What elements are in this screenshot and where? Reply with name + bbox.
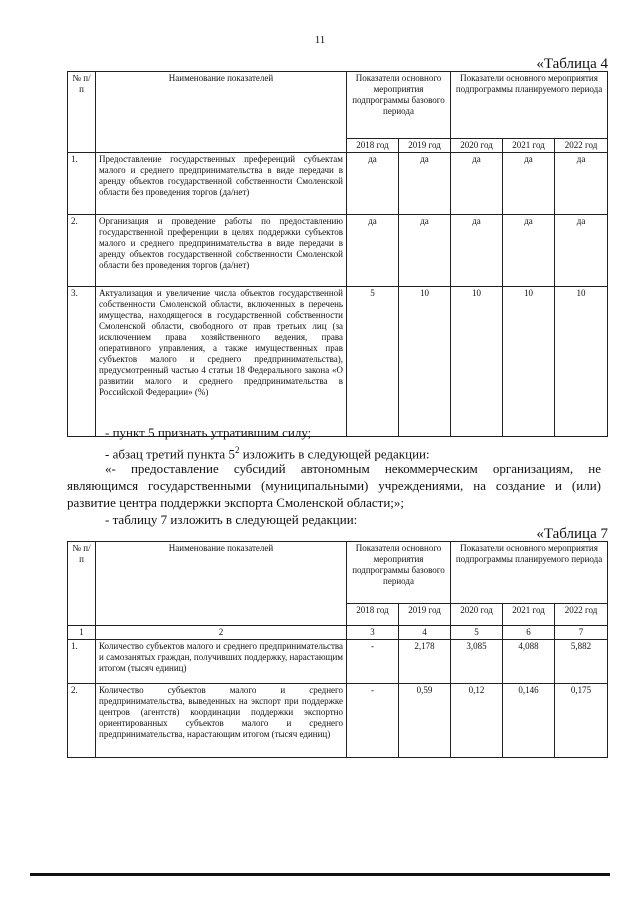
row-value: 10 bbox=[451, 286, 503, 436]
row-name: Предоставление государственных преференций субъектам малого и среднего предпринимательства в виде передачи в аренду объектов государственной собственности Смоленской области без проведения торгов (да/нет) bbox=[96, 152, 347, 214]
row-value: - bbox=[347, 683, 399, 757]
table4-header-name: Наименование показателей bbox=[96, 72, 347, 153]
row-name: Количество субъектов малого и среднего предпринимательства, выведенных на экспорт при поддержке центров (агентств) координации поддержки экспортно ориентированных субъектов малого и среднего предпринимательства, нарастающим итогом (тысяч единиц) bbox=[96, 683, 347, 757]
table-row bbox=[68, 152, 608, 214]
column-number: 3 bbox=[347, 626, 399, 640]
row-value: да bbox=[347, 214, 399, 286]
table-row bbox=[68, 683, 608, 757]
row-num: 1. bbox=[68, 639, 96, 683]
table4-year: 2018 год bbox=[347, 139, 399, 153]
row-value: да bbox=[347, 152, 399, 214]
table7-year: 2019 год bbox=[399, 604, 451, 626]
table4-year: 2022 год bbox=[555, 139, 608, 153]
table7-header-num: № п/п bbox=[68, 542, 96, 626]
column-number: 1 bbox=[68, 626, 96, 640]
row-value: да bbox=[399, 214, 451, 286]
row-value: да bbox=[451, 214, 503, 286]
table7-year: 2022 год bbox=[555, 604, 608, 626]
row-value: 5,882 bbox=[555, 639, 608, 683]
table4-header-base: Показатели основного мероприятия подпрограммы базового периода bbox=[347, 72, 451, 139]
table7-year: 2021 год bbox=[503, 604, 555, 626]
table7 bbox=[67, 541, 608, 758]
paragraph-text: - таблицу 7 изложить в следующей редакции: bbox=[105, 512, 358, 527]
row-num: 2. bbox=[68, 683, 96, 757]
paragraph-table7 bbox=[105, 511, 585, 528]
paragraph-text: - пункт 5 признать утратившим силу; bbox=[105, 425, 312, 440]
column-number: 4 bbox=[399, 626, 451, 640]
table4-header-plan: Показатели основного мероприятия подпрограммы планируемого периода bbox=[451, 72, 608, 139]
page-number: 11 bbox=[314, 34, 326, 46]
table4-year: 2019 год bbox=[399, 139, 451, 153]
table4 bbox=[67, 71, 608, 437]
row-value: да bbox=[555, 152, 608, 214]
row-value: 0,175 bbox=[555, 683, 608, 757]
row-name: Количество субъектов малого и среднего предпринимательства и самозанятых граждан, получивших поддержку, нарастающим итогом (тысяч единиц) bbox=[96, 639, 347, 683]
row-value: да bbox=[399, 152, 451, 214]
row-value: 0,12 bbox=[451, 683, 503, 757]
column-number: 5 bbox=[451, 626, 503, 640]
row-value: 10 bbox=[399, 286, 451, 436]
row-value: да bbox=[503, 214, 555, 286]
row-num: 3. bbox=[68, 286, 96, 436]
row-value: - bbox=[347, 639, 399, 683]
table4-header-num: № п/п bbox=[68, 72, 96, 153]
table-row bbox=[68, 214, 608, 286]
row-value: 10 bbox=[503, 286, 555, 436]
table4-year: 2021 год bbox=[503, 139, 555, 153]
row-value: да bbox=[451, 152, 503, 214]
table7-year: 2018 год bbox=[347, 604, 399, 626]
paragraph-item5 bbox=[105, 424, 585, 441]
paragraph-text: - абзац третий пункта 5 bbox=[105, 446, 235, 462]
row-value: да bbox=[555, 214, 608, 286]
column-number: 7 bbox=[555, 626, 608, 640]
row-value: 2,178 bbox=[399, 639, 451, 683]
row-value: 3,085 bbox=[451, 639, 503, 683]
paragraph-text: «- предоставление субсидий автономным некоммерческим организациям, не являющимся государственными (муниципальными) учреждениями, на создание и (или) развитие центра поддержки экспорта Смоленской области;»; bbox=[67, 461, 601, 510]
row-num: 2. bbox=[68, 214, 96, 286]
paragraph-quote bbox=[67, 460, 601, 511]
table-row bbox=[68, 639, 608, 683]
row-name: Организация и проведение работы по предоставлению государственной преференции в целях поддержки субъектов малого и среднего предпринимательства в виде передачи в аренду объектов государственной собственности Смоленской области без проведения торгов (да/нет) bbox=[96, 214, 347, 286]
paragraph-text: изложить в следующей редакции: bbox=[239, 446, 430, 462]
table7-column-numbers bbox=[68, 626, 608, 640]
table7-header-plan: Показатели основного мероприятия подпрограммы планируемого периода bbox=[451, 542, 608, 604]
row-value: да bbox=[503, 152, 555, 214]
page-bottom-rule bbox=[30, 873, 610, 876]
row-num: 1. bbox=[68, 152, 96, 214]
table4-caption: «Таблица 4 bbox=[536, 56, 608, 72]
column-number: 2 bbox=[96, 626, 347, 640]
table7-header-name: Наименование показателей bbox=[96, 542, 347, 626]
row-value: 4,088 bbox=[503, 639, 555, 683]
superscript: 2 bbox=[234, 445, 240, 455]
column-number: 6 bbox=[503, 626, 555, 640]
row-value: 0,59 bbox=[399, 683, 451, 757]
row-value: 5 bbox=[347, 286, 399, 436]
row-value: 0,146 bbox=[503, 683, 555, 757]
table4-year: 2020 год bbox=[451, 139, 503, 153]
table7-header-base: Показатели основного мероприятия подпрограммы базового периода bbox=[347, 542, 451, 604]
table7-year: 2020 год bbox=[451, 604, 503, 626]
table7-caption: «Таблица 7 bbox=[536, 526, 608, 542]
row-name: Актуализация и увеличение числа объектов государственной собственности Смоленской области, включенных в перечень имущества, находящегося в государственной собственности Смоленской области, свободного от прав третьих лиц (за исключением права хозяйственного ведения, права оперативного управления, а также имущественных прав субъектов малого и среднего предпринимательства), предусмотренный частью 4 статьи 18 Федерального закона «О развитии малого и среднего предпринимательства в Российской Федерации» (%) bbox=[96, 286, 347, 436]
table-row bbox=[68, 286, 608, 436]
row-value: 10 bbox=[555, 286, 608, 436]
